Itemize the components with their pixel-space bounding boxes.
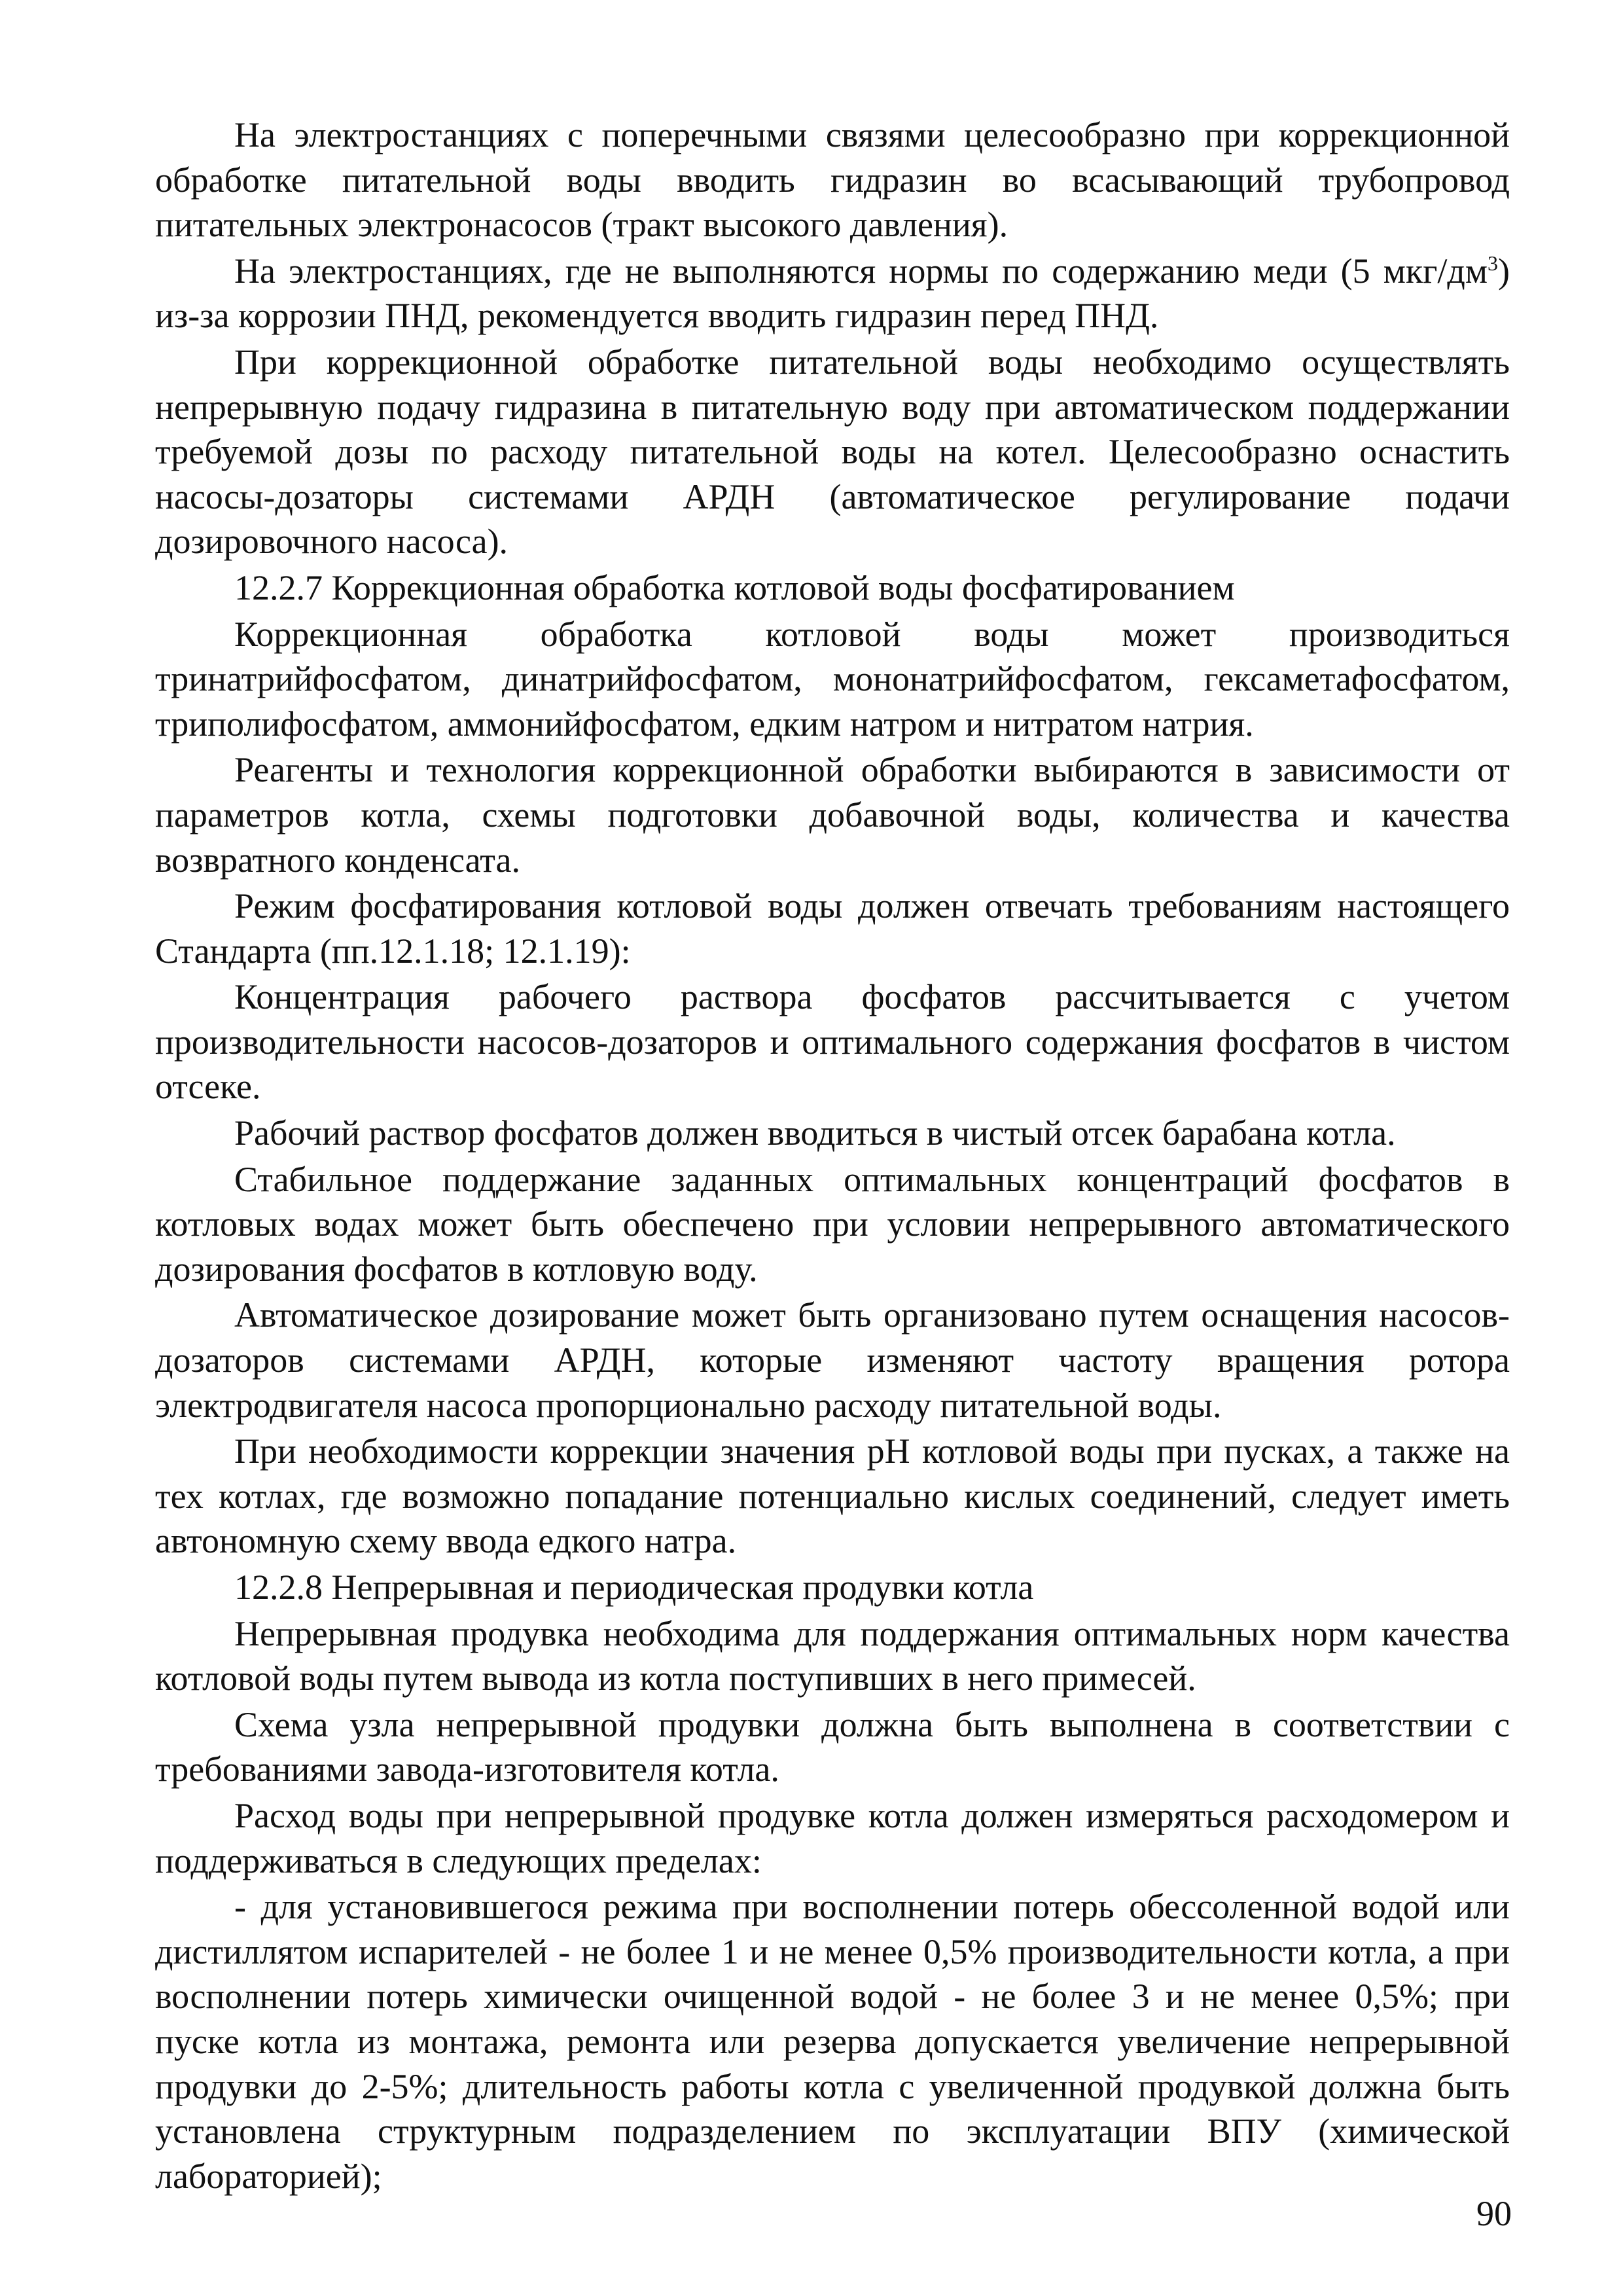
paragraph: Концентрация рабочего раствора фосфатов рассчитывается с учетом производительности насосов-дозаторов и оптимального содержания фосфатов в чистом отсеке. (155, 977, 1510, 1107)
paragraph: На электростанциях с поперечными связями целесообразно при коррекционной обработке питательной воды вводить гидразин во всасывающий трубопровод питательных электронасосов (тракт высокого давления). (155, 115, 1510, 245)
paragraph: Рабочий раствор фосфатов должен вводиться в чистый отсек барабана котла. (234, 1113, 1396, 1153)
paragraph: Схема узла непрерывной продувки должна быть выполнена в соответствии с требованиями завода-изготовителя котла. (155, 1704, 1510, 1789)
list-item: - для установившегося режима при восполнении потерь обессоленной водой или дистиллятом испарителей - не более 1 и не менее 0,5% производительности котла, а при восполнении потерь химически очищенной водой - не более 3 и не менее 0,5%; при пуске котла из монтажа, ремонта или резерва допускается увеличение непрерывной продувки до 2-5%; длительность работы котла с увеличенной продувкой должна быть установлена структурным подразделением по эксплуатации ВПУ (химической лабораторией); (155, 1887, 1510, 2196)
paragraph: Непрерывная продувка необходима для поддержания оптимальных норм качества котловой воды путем вывода из котла поступивших в него примесей. (155, 1613, 1510, 1698)
section-heading: 12.2.7 Коррекционная обработка котловой воды фосфатированием (234, 567, 1235, 607)
superscript: 3 (1488, 251, 1499, 275)
paragraph: Автоматическое дозирование может быть организовано путем оснащения насосов-дозаторов системами АРДН, которые изменяют частоту вращения ротора электродвигателя насоса пропорционально расходу питательной воды. (155, 1295, 1510, 1425)
paragraph: Коррекционная обработка котловой воды может производиться тринатрийфосфатом, динатрийфосфатом, мононатрийфосфатом, гексаметафосфатом, триполифосфатом, аммонийфосфатом, едким натром и нитратом натрия. (155, 614, 1510, 744)
paragraph: Режим фосфатирования котловой воды должен отвечать требованиям настоящего Стандарта (пп.12.1.18; 12.1.19): (155, 886, 1510, 971)
paragraph: При коррекционной обработке питательной воды необходимо осуществлять непрерывную подачу гидразина в питательную воду при автоматическом поддержании требуемой дозы по расходу питательной воды на котел. Целесообразно оснастить насосы-дозаторы системами АРДН (автоматическое регулирование подачи дозировочного насоса). (155, 342, 1510, 562)
paragraph: При необходимости коррекции значения pH котловой воды при пусках, а также на тех котлах, где возможно попадание потенциально кислых соединений, следует иметь автономную схему ввода едкого натра. (155, 1431, 1510, 1561)
paragraph (155, 249, 1510, 338)
page-number: 90 (1476, 2194, 1512, 2233)
paragraph: Расход воды при непрерывной продувке котла должен измеряться расходомером и поддерживаться в следующих пределах: (155, 1795, 1510, 1880)
paragraph-text: ) из-за коррозии ПНД, рекомендуется вводить гидразин перед ПНД. (155, 251, 1510, 336)
paragraph: Реагенты и технология коррекционной обработки выбираются в зависимости от параметров котла, схемы подготовки добавочной воды, количества и качества возвратного конденсата. (155, 750, 1510, 880)
paragraph: Стабильное поддержание заданных оптимальных концентраций фосфатов в котловых водах может быть обеспечено при условии непрерывного автоматического дозирования фосфатов в котловую воду. (155, 1159, 1510, 1289)
page-body (155, 113, 1510, 2200)
section-heading: 12.2.8 Непрерывная и периодическая продувки котла (234, 1568, 1034, 1607)
paragraph-text: На электростанциях, где не выполняются нормы по содержанию меди (5 мкг/дм (234, 251, 1488, 291)
